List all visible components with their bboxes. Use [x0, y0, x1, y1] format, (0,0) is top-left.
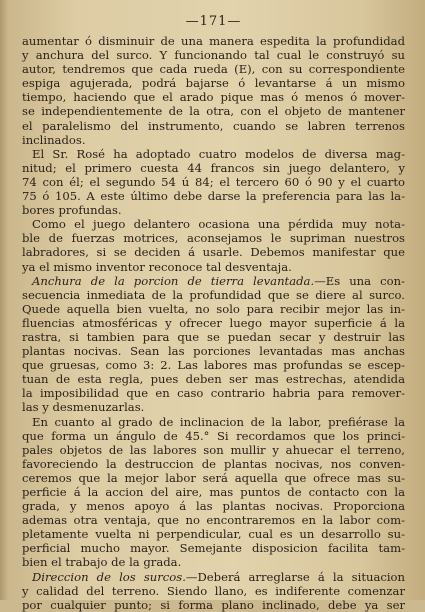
text-line: secuencia inmediata de la profundidad que se diere al surco.: [22, 287, 405, 302]
text-line: pales objetos de las labores son mullir y ahuecar el terreno,: [22, 442, 405, 457]
page-number: —171—: [185, 14, 242, 29]
text-line: las y desmenuzarlas.: [22, 400, 145, 415]
body-text: [22, 34, 405, 612]
text-line: 75 ó 105. A este último debe darse la preferencia para las la-: [22, 189, 405, 204]
text-line: favoreciendo la destruccion de plantas nocivas, nos conven-: [22, 456, 405, 471]
text-line: labradores, si se deciden á usarle. Debemos manifestar que: [22, 245, 405, 260]
text-line: Anchura de la porcion de tierra levantada.—Es una con-: [32, 273, 405, 288]
text-line: 74 con él; el segundo 54 ú 84; el tercero 60 ó 90 y el cuarto: [22, 174, 405, 189]
text-line: que gruesas, como 3: 2. Las labores mas profundas se escep-: [22, 358, 405, 373]
section-heading: Anchura de la porcion de tierra levantada.: [32, 273, 315, 288]
text-line: pletamente vuelta ni perpendicular, cual es un desarrollo su-: [22, 527, 405, 542]
text-line: Quede aquella bien vuelta, no solo para recibir mejor las in-: [22, 301, 405, 316]
text-line: perficie á la accion del aire, mas puntos de contacto con la: [22, 485, 405, 499]
text-line: se independientemente de la otra, con el objeto de mantener: [22, 104, 405, 119]
text-line: inclinados.: [22, 132, 86, 147]
text-line: bien el trabajo de la grada.: [22, 555, 182, 570]
text-line: ceremos que la mejor labor será aquella que ofrece mas su-: [22, 470, 405, 485]
text-line: tuan de esta regla, pues deben ser mas estrechas, atendida: [22, 372, 405, 387]
text-line: ademas otra ventaja, que no encontraremos en la labor com-: [22, 513, 405, 528]
text-line: ble de fuerzas motrices, aconsejamos le supriman nuestros: [22, 231, 405, 246]
text-line: rastra, si tambien para que se puedan secar y destruir las: [22, 329, 405, 344]
text-line: grada, y menos apoyo á las plantas nocivas. Proporciona: [22, 499, 405, 514]
text-line: tiempo, haciendo que el arado pique mas ó menos ó mover-: [22, 90, 405, 105]
text-line: por cualquier punto; si forma plano inclinado, debe ya ser: [22, 597, 405, 612]
text-line: la imposibilidad que en caso contrario habria para remover-: [22, 386, 405, 401]
text-line: Como el juego delantero ocasiona una pérdida muy nota-: [32, 217, 405, 232]
text-line: Direccion de los surcos.—Deberá arreglarse á la situacion: [32, 569, 405, 584]
text-line: perficial mucho mayor. Semejante disposicion facilita tam-: [22, 541, 405, 556]
text-line: y calidad del terreno. Siendo llano, es indiferente comenzar: [22, 583, 405, 598]
text-line: el paralelismo del instrumento, cuando se labren terrenos: [22, 118, 405, 133]
text-line: fluencias atmosféricas y ofrecer luego mayor superficie á la: [22, 315, 405, 330]
text-line: y anchura del surco. Y funcionando tal cual le construyó su: [22, 48, 405, 63]
text-line: ya el mismo inventor reconoce tal desventaja.: [22, 259, 292, 274]
section-heading: Direccion de los surcos.: [32, 569, 186, 584]
text-line: autor, tendremos que cada rueda (E), con su correspondiente: [22, 62, 405, 77]
text-line: aumentar ó disminuir de una manera espedita la profundidad: [22, 34, 405, 48]
text-line: espiga agujerada, podrá bajarse ó levantarse á un mismo: [22, 76, 405, 91]
text-line: que forma un ángulo de 45.° Si recordamos que los princi-: [22, 428, 405, 443]
text-line: En cuanto al grado de inclinacion de la labor, prefiérase la: [32, 414, 405, 429]
text-line: bores profundas.: [22, 203, 122, 218]
text-line: plantas nocivas. Sean las porciones levantadas mas anchas: [22, 344, 405, 359]
text-line: El Sr. Rosé ha adoptado cuatro modelos de diversa mag-: [32, 146, 405, 161]
text-line: nitud; el primero cuesta 44 francos sin juego delantero, y: [22, 160, 405, 175]
